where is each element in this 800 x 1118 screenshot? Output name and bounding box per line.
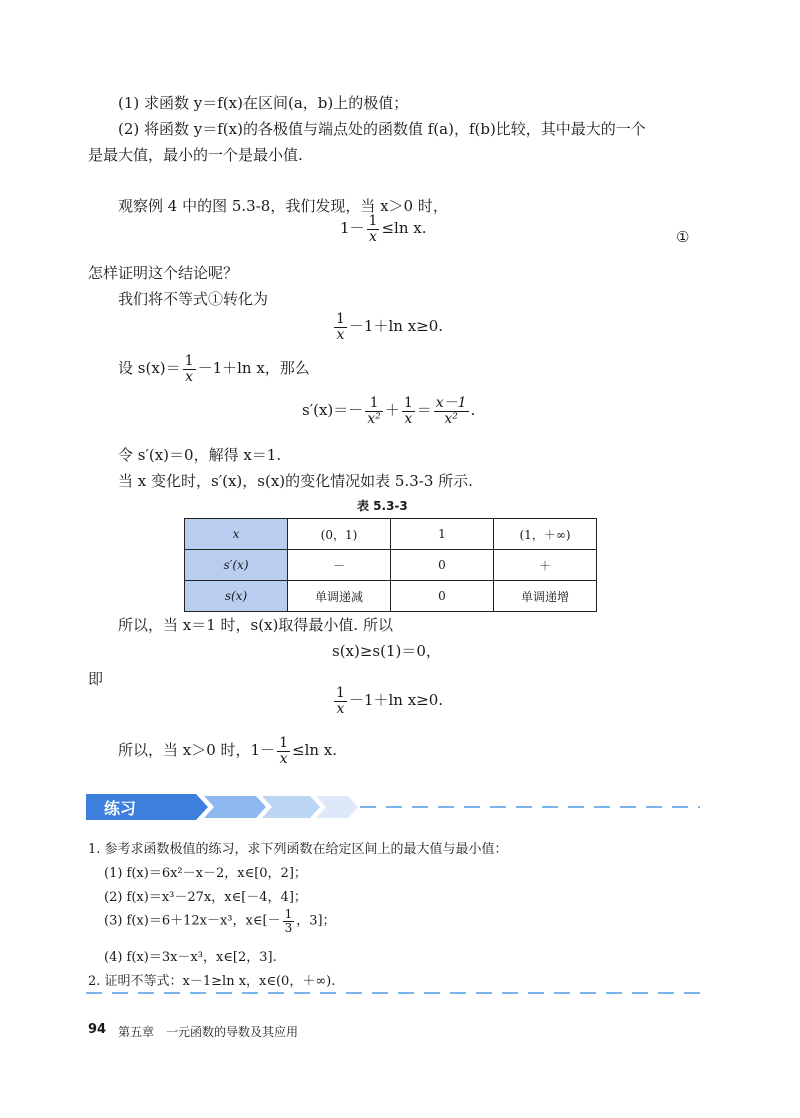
deriv-f3-den: x² [444,410,458,427]
transform-text: 我们将不等式①转化为 [118,290,269,308]
deriv-f2-den: x [404,410,413,427]
final-conclusion [118,736,337,766]
ineq1-fraction [367,214,380,244]
ineq3-fraction [334,686,347,716]
ineq2-frac-num: 1 [336,311,345,327]
final-frac-den: x [279,750,288,767]
table-cell: － [288,550,391,581]
deriv-f1-num: 1 [365,396,383,412]
observe-text: 观察例 4 中的图 5.3-8，我们发现，当 x＞0 时， [118,197,448,215]
step-2-line-1: (2) 将函数 y＝f(x)的各极值与端点处的函数值 f(a)，f(b)比较，其中最大的一个 [118,120,646,138]
ineq3-suffix: －1＋ln x≥0. [348,691,444,710]
step-1: (1) 求函数 y＝f(x)在区间(a，b)上的极值； [118,94,409,112]
table-cell: 1 [391,519,494,550]
ineq3-frac-den: x [336,700,345,717]
when-change-text: 当 x 变化时，s′(x)，s(x)的变化情况如表 5.3-3 所示. [118,472,473,490]
deriv-frac-3 [434,396,469,426]
deriv-prefix: s′(x)＝－ [302,401,364,420]
table-cell: (1，＋∞) [494,519,597,550]
chapter-title: 第五章 一元函数的导数及其应用 [118,1025,299,1039]
ineq2-suffix: －1＋ln x≥0. [348,317,444,336]
exercise-q1: 1. 参考求函数极值的练习，求下列函数在给定区间上的最大值与最小值： [88,842,508,857]
dashed-divider-top [360,806,700,808]
page-number: 94 [88,1022,107,1037]
table-cell: ＋ [494,550,597,581]
final-suffix: ≤ln x. [292,741,338,760]
final-fraction [277,736,290,766]
variation-table [184,518,597,612]
deriv-frac-1 [365,396,383,426]
dashed-divider-bottom [86,992,700,994]
inequality-2 [332,312,443,342]
table-cell: 0 [391,550,494,581]
inequality-3 [332,686,443,716]
table-row [185,581,597,612]
set-prefix: 设 s(x)＝ [118,359,181,378]
banner-chevron-1 [204,796,266,818]
table-cell: 单调递增 [494,581,597,612]
ji-text: 即 [88,670,104,688]
deriv-f3-num: x－1 [435,395,467,411]
set-suffix: －1＋ln x，那么 [197,359,310,378]
banner-chevron-2 [262,796,320,818]
set-fraction [183,354,196,384]
exercise-q1-1: (1) f(x)＝6x²－x－2，x∈[0，2]； [104,866,307,881]
deriv-f1-den: x² [367,410,381,427]
table-header-cell: x [185,519,288,550]
deriv-end: . [470,401,476,420]
circled-one-label: ① [676,228,690,246]
deriv-f2-num: 1 [403,395,413,411]
exercise-q1-2: (2) f(x)＝x³－27x，x∈[－4，4]； [104,890,307,905]
table-header-cell: s′(x) [185,550,288,581]
table-header-cell: s(x) [185,581,288,612]
banner-chevron-3 [316,796,358,818]
final-prefix: 所以，当 x＞0 时，1－ [118,741,276,760]
ineq1-suffix: ≤ln x. [381,219,427,238]
exercise-title: 练习 [104,799,137,818]
exercise-q1-3 [104,908,336,934]
table-cell: 0 [391,581,494,612]
set-frac-den: x [185,368,194,385]
table-title: 表 5.3-3 [357,499,408,513]
so-min-text: 所以，当 x＝1 时，s(x)取得最小值. 所以 [118,616,393,634]
how-prove-text: 怎样证明这个结论呢？ [88,264,239,282]
ineq2-fraction [334,312,347,342]
s-inequality: s(x)≥s(1)＝0， [332,642,441,660]
final-frac-num: 1 [279,735,289,751]
derivative-equation [302,396,475,426]
q1-3-prefix: (3) f(x)＝6＋12x－x³，x∈[－ [104,913,281,929]
ineq1-frac-num: 1 [368,213,378,229]
step-2-line-2: 是最大值，最小的一个是最小值. [88,146,303,164]
deriv-eq: ＝ [416,401,432,420]
table-row [185,550,597,581]
table-cell: (0，1) [288,519,391,550]
table-row [185,519,597,550]
deriv-frac-2 [402,396,415,426]
q1-3-suffix: ，3]； [296,913,336,929]
ineq1-frac-den: x [369,228,377,245]
ineq3-frac-num: 1 [336,685,345,701]
set-frac-num: 1 [184,353,194,369]
exercise-q1-4: (4) f(x)＝3x－x³，x∈[2，3]. [104,950,277,965]
set-s-definition [118,354,310,384]
table-cell: 单调递减 [288,581,391,612]
ineq2-frac-den: x [336,326,345,343]
ineq1-prefix: 1－ [340,219,365,238]
exercise-q2: 2. 证明不等式：x－1≥ln x，x∈(0，＋∞). [88,974,336,989]
let-zero-text: 令 s′(x)＝0，解得 x＝1. [118,446,282,464]
deriv-plus: ＋ [384,401,400,420]
inequality-1 [340,214,427,244]
q1-3-fraction [283,908,295,934]
q1-3-frac-den: 3 [284,920,293,935]
q1-3-frac-num: 1 [284,907,293,921]
